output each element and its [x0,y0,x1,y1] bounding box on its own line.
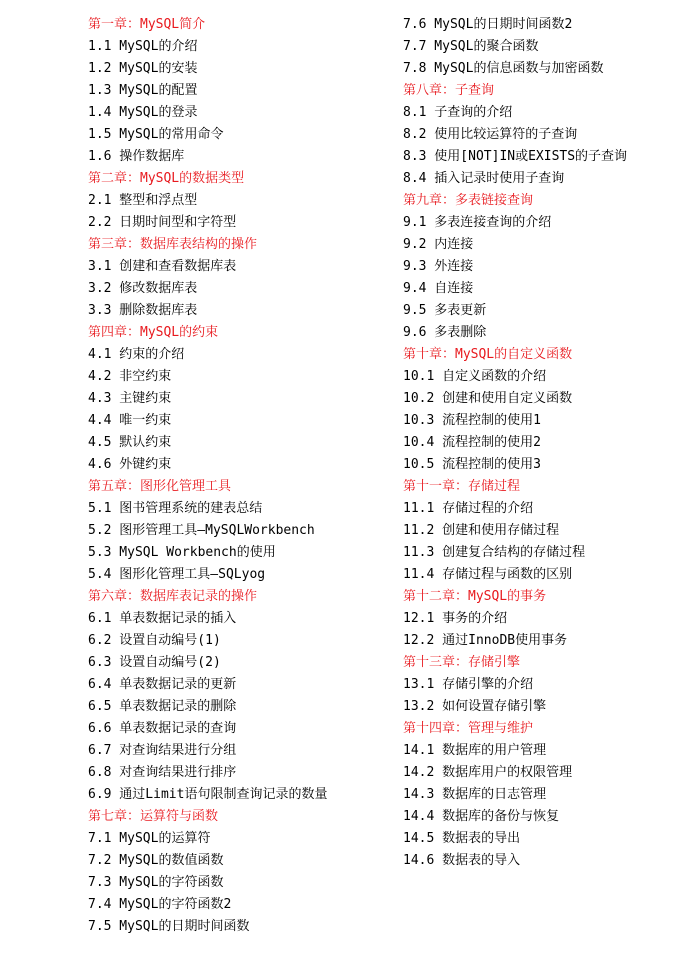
section-item: 4.3 主键约束 [88,391,172,406]
section-item: 11.2 创建和使用存储过程 [403,523,560,538]
section-item: 6.7 对查询结果进行分组 [88,743,237,758]
section-item: 7.5 MySQL的日期时间函数 [88,919,250,934]
chapter-heading: 第二章：MySQL的数据类型 [88,171,245,186]
chapter-heading: 第九章：多表链接查询 [403,193,534,208]
toc-left-column [88,14,388,938]
section-item: 2.2 日期时间型和字符型 [88,215,237,230]
section-item: 3.2 修改数据库表 [88,281,198,296]
chapter-heading: 第一章：MySQL简介 [88,17,206,32]
section-item: 6.8 对查询结果进行排序 [88,765,237,780]
section-item: 10.2 创建和使用自定义函数 [403,391,573,406]
section-item: 7.3 MySQL的字符函数 [88,875,224,890]
section-item: 10.3 流程控制的使用1 [403,413,541,428]
section-item: 12.2 通过InnoDB使用事务 [403,633,568,648]
section-item: 3.1 创建和查看数据库表 [88,259,237,274]
section-item: 9.5 多表更新 [403,303,487,318]
section-item: 7.8 MySQL的信息函数与加密函数 [403,61,604,76]
section-item: 1.1 MySQL的介绍 [88,39,198,54]
section-item: 14.6 数据表的导入 [403,853,521,868]
section-item: 7.1 MySQL的运算符 [88,831,211,846]
chapter-heading: 第三章：数据库表结构的操作 [88,237,258,252]
section-item: 14.2 数据库用户的权限管理 [403,765,573,780]
section-item: 13.1 存储引擎的介绍 [403,677,534,692]
section-item: 6.9 通过Limit语句限制查询记录的数量 [88,787,328,802]
section-item: 8.1 子查询的介绍 [403,105,513,120]
section-item: 1.4 MySQL的登录 [88,105,198,120]
section-item: 2.1 整型和浮点型 [88,193,198,208]
section-item: 6.3 设置自动编号(2) [88,655,221,670]
section-item: 8.4 插入记录时使用子查询 [403,171,565,186]
section-item: 10.4 流程控制的使用2 [403,435,541,450]
section-item: 5.3 MySQL Workbench的使用 [88,545,276,560]
section-item: 7.6 MySQL的日期时间函数2 [403,17,573,32]
section-item: 9.6 多表删除 [403,325,487,340]
chapter-heading: 第十章：MySQL的自定义函数 [403,347,573,362]
section-item: 8.3 使用[NOT]IN或EXISTS的子查询 [403,149,628,164]
section-item: 3.3 删除数据库表 [88,303,198,318]
section-item: 1.5 MySQL的常用命令 [88,127,224,142]
section-item: 1.2 MySQL的安装 [88,61,198,76]
section-item: 4.4 唯一约束 [88,413,172,428]
section-item: 14.4 数据库的备份与恢复 [403,809,560,824]
section-item: 6.2 设置自动编号(1) [88,633,221,648]
section-item: 14.5 数据表的导出 [403,831,521,846]
section-item: 5.1 图书管理系统的建表总结 [88,501,263,516]
chapter-heading: 第十一章：存储过程 [403,479,521,494]
section-item: 4.5 默认约束 [88,435,172,450]
section-item: 7.2 MySQL的数值函数 [88,853,224,868]
section-item: 9.4 自连接 [403,281,474,296]
chapter-heading: 第十三章：存储引擎 [403,655,521,670]
chapter-heading: 第七章：运算符与函数 [88,809,219,824]
section-item: 10.5 流程控制的使用3 [403,457,541,472]
section-item: 7.4 MySQL的字符函数2 [88,897,232,912]
section-item: 12.1 事务的介绍 [403,611,508,626]
section-item: 4.2 非空约束 [88,369,172,384]
section-item: 13.2 如何设置存储引擎 [403,699,547,714]
section-item: 5.4 图形化管理工具—SQLyog [88,567,266,582]
section-item: 9.3 外连接 [403,259,474,274]
section-item: 4.1 约束的介绍 [88,347,185,362]
section-item: 11.3 创建复合结构的存储过程 [403,545,586,560]
section-item: 1.6 操作数据库 [88,149,185,164]
chapter-heading: 第十二章：MySQL的事务 [403,589,547,604]
section-item: 8.2 使用比较运算符的子查询 [403,127,578,142]
section-item: 10.1 自定义函数的介绍 [403,369,547,384]
section-item: 7.7 MySQL的聚合函数 [403,39,539,54]
section-item: 14.1 数据库的用户管理 [403,743,547,758]
chapter-heading: 第八章：子查询 [403,83,495,98]
section-item: 6.1 单表数据记录的插入 [88,611,237,626]
chapter-heading: 第六章：数据库表记录的操作 [88,589,258,604]
section-item: 6.5 单表数据记录的删除 [88,699,237,714]
section-item: 6.6 单表数据记录的查询 [88,721,237,736]
section-item: 5.2 图形管理工具—MySQLWorkbench [88,523,315,538]
chapter-heading: 第五章：图形化管理工具 [88,479,232,494]
section-item: 4.6 外键约束 [88,457,172,472]
section-item: 11.1 存储过程的介绍 [403,501,534,516]
section-item: 1.3 MySQL的配置 [88,83,198,98]
section-item: 9.2 内连接 [403,237,474,252]
chapter-heading: 第四章：MySQL的约束 [88,325,219,340]
section-item: 6.4 单表数据记录的更新 [88,677,237,692]
section-item: 14.3 数据库的日志管理 [403,787,547,802]
section-item: 9.1 多表连接查询的介绍 [403,215,552,230]
chapter-heading: 第十四章：管理与维护 [403,721,534,736]
toc-right-column [403,14,693,872]
section-item: 11.4 存储过程与函数的区别 [403,567,573,582]
